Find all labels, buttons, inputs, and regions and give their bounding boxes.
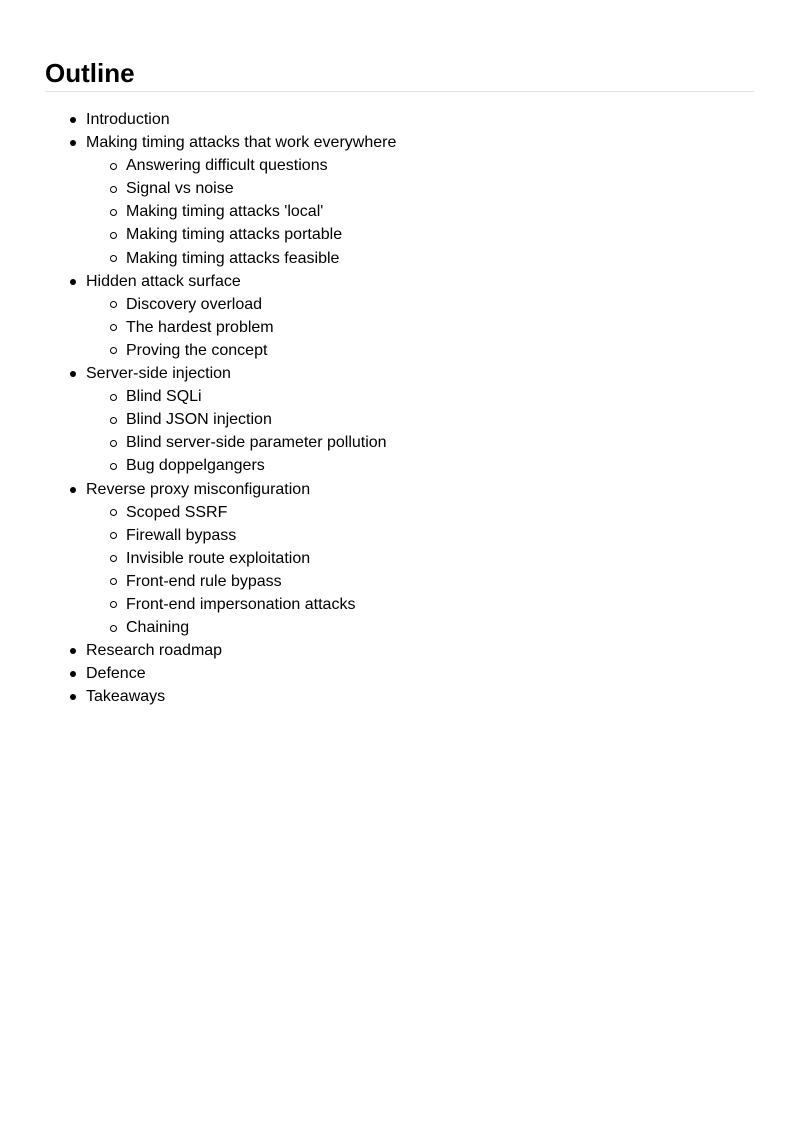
outline-subitem-label: Front-end rule bypass <box>126 572 282 590</box>
circle-bullet-icon <box>110 532 117 539</box>
outline-subitem-label: Making timing attacks feasible <box>126 249 340 267</box>
outline-subitem-label: Blind JSON injection <box>126 411 272 429</box>
outline-subitem <box>86 570 754 593</box>
disc-bullet-icon <box>70 694 76 700</box>
circle-bullet-icon <box>110 417 117 424</box>
disc-bullet-icon <box>70 140 76 146</box>
outline-subitem <box>86 339 754 362</box>
outline-subitem <box>86 501 754 524</box>
outline-subitem-label: The hardest problem <box>126 318 274 336</box>
outline-item-label: Takeaways <box>86 688 166 706</box>
circle-bullet-icon <box>110 394 117 401</box>
outline-item <box>45 131 754 270</box>
outline-subitem <box>86 200 754 223</box>
circle-bullet-icon <box>110 232 117 239</box>
outline-item-label: Reverse proxy misconfiguration <box>86 480 311 498</box>
outline-item <box>45 685 754 708</box>
document-page <box>45 55 754 708</box>
outline-item <box>45 639 754 662</box>
outline-subitem <box>86 385 754 408</box>
outline-subitem <box>86 616 754 639</box>
outline-item <box>45 478 754 640</box>
outline-subitem-label: Invisible route exploitation <box>126 549 311 567</box>
outline-subitem <box>86 316 754 339</box>
outline-subitem-label: Answering difficult questions <box>126 157 328 175</box>
outline-subitem-label: Firewall bypass <box>126 526 237 544</box>
circle-bullet-icon <box>110 578 117 585</box>
circle-bullet-icon <box>110 625 117 632</box>
outline-subitem-label: Making timing attacks portable <box>126 226 343 244</box>
circle-bullet-icon <box>110 255 117 262</box>
circle-bullet-icon <box>110 347 117 354</box>
outline-subitem <box>86 177 754 200</box>
outline-subitem <box>86 154 754 177</box>
outline-subitem-label: Scoped SSRF <box>126 503 228 521</box>
outline-subitem-label: Proving the concept <box>126 341 268 359</box>
disc-bullet-icon <box>70 648 76 654</box>
outline-item-label: Server-side injection <box>86 365 231 383</box>
circle-bullet-icon <box>110 601 117 608</box>
circle-bullet-icon <box>110 163 117 170</box>
outline-subitem-label: Making timing attacks 'local' <box>126 203 324 221</box>
disc-bullet-icon <box>70 371 76 377</box>
outline-item <box>45 270 754 362</box>
circle-bullet-icon <box>110 186 117 193</box>
outline-subitem-label: Chaining <box>126 619 190 637</box>
circle-bullet-icon <box>110 555 117 562</box>
circle-bullet-icon <box>110 463 117 470</box>
outline-subitem-label: Discovery overload <box>126 295 263 313</box>
outline-sublist <box>86 293 754 362</box>
outline-subitem <box>86 454 754 477</box>
outline-subitem <box>86 593 754 616</box>
outline-subitem-label: Front-end impersonation attacks <box>126 595 356 613</box>
outline-subitem <box>86 223 754 246</box>
outline-subitem <box>86 547 754 570</box>
outline-subitem <box>86 293 754 316</box>
outline-subitem-label: Blind SQLi <box>126 388 202 406</box>
circle-bullet-icon <box>110 209 117 216</box>
outline-item-label: Defence <box>86 665 146 683</box>
outline-subitem-label: Signal vs noise <box>126 180 234 198</box>
outline-list <box>45 108 754 708</box>
outline-sublist <box>86 154 754 269</box>
disc-bullet-icon <box>70 671 76 677</box>
outline-subitem <box>86 408 754 431</box>
circle-bullet-icon <box>110 440 117 447</box>
outline-item <box>45 662 754 685</box>
outline-item-label: Hidden attack surface <box>86 272 241 290</box>
circle-bullet-icon <box>110 324 117 331</box>
outline-item-label: Research roadmap <box>86 642 223 660</box>
outline-item-label: Making timing attacks that work everywhere <box>86 134 397 152</box>
disc-bullet-icon <box>70 117 76 123</box>
outline-item <box>45 362 754 477</box>
outline-subitem <box>86 247 754 270</box>
outline-subitem <box>86 431 754 454</box>
disc-bullet-icon <box>70 487 76 493</box>
disc-bullet-icon <box>70 279 76 285</box>
outline-item <box>45 108 754 131</box>
outline-item-label: Introduction <box>86 111 170 128</box>
outline-subitem-label: Blind server-side parameter pollution <box>126 434 387 452</box>
page-title: Outline <box>45 55 754 92</box>
outline-sublist <box>86 501 754 640</box>
outline-subitem-label: Bug doppelgangers <box>126 457 265 475</box>
circle-bullet-icon <box>110 301 117 308</box>
circle-bullet-icon <box>110 509 117 516</box>
outline-subitem <box>86 524 754 547</box>
outline-sublist <box>86 385 754 477</box>
